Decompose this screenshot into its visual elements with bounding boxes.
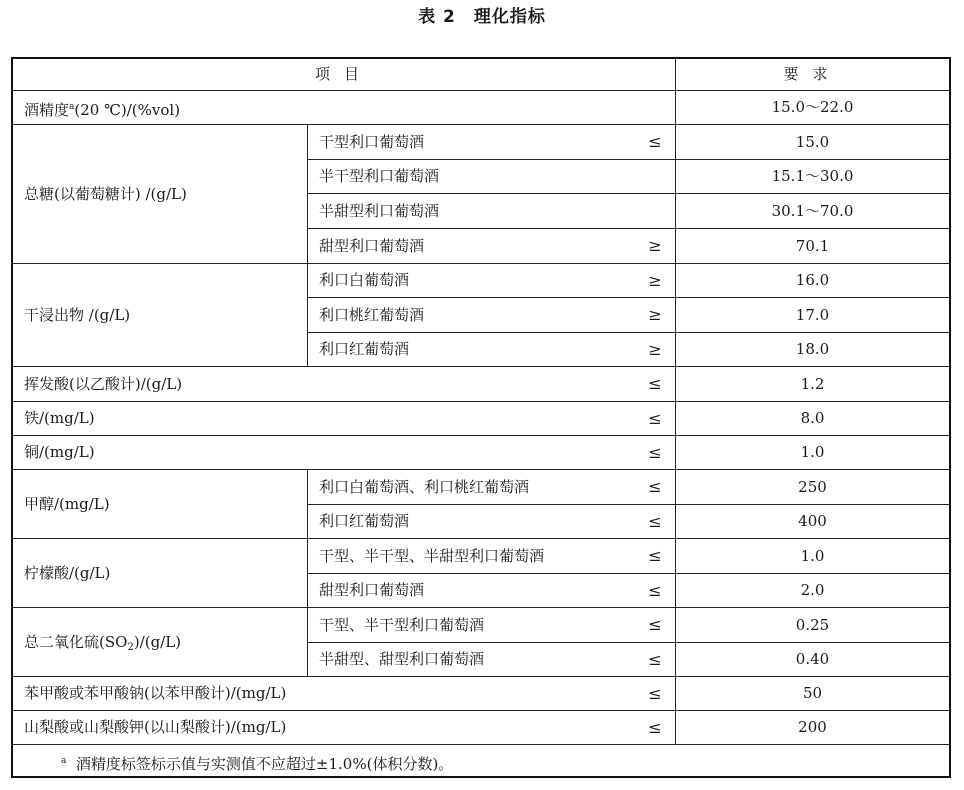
so2-sub-1-cmp: ≤ bbox=[648, 650, 662, 669]
extract-sub-2-value: 18.0 bbox=[795, 340, 830, 358]
row-methanol-label: 甲醇/(mg/L) bbox=[24, 495, 110, 513]
row-volatile-acid-value: 1.2 bbox=[800, 375, 825, 393]
row-iron-value: 8.0 bbox=[800, 409, 825, 427]
row-sorbic-label: 山梨酸或山梨酸钾(以山梨酸计)/(mg/L) bbox=[24, 718, 287, 736]
table-footnote: $^a$ 酒精度标签标示值与实测值不应超过±1.0%(体积分数)。 bbox=[61, 755, 454, 773]
sugar-sub-3-value: 70.1 bbox=[795, 237, 830, 255]
methanol-sub-1-name: 利口红葡萄酒 bbox=[319, 512, 410, 530]
so2-sub-0-value: 0.25 bbox=[795, 616, 830, 634]
header-item: 项目 bbox=[314, 65, 373, 83]
copper-cmp: ≤ bbox=[648, 443, 662, 462]
extract-sub-2-cmp: ≥ bbox=[648, 340, 662, 359]
extract-sub-2-name: 利口红葡萄酒 bbox=[319, 340, 410, 358]
row-alcohol-label: 酒精度$^a$(20 ℃)/(%vol) bbox=[24, 101, 181, 119]
sugar-sub-3-name: 甜型利口葡萄酒 bbox=[319, 237, 425, 255]
citric-sub-0-name: 干型、半干型、半甜型利口葡萄酒 bbox=[319, 547, 545, 565]
so2-sub-1-value: 0.40 bbox=[795, 650, 830, 668]
extract-sub-1-name: 利口桃红葡萄酒 bbox=[319, 306, 425, 324]
so2-sub-0-name: 干型、半干型利口葡萄酒 bbox=[319, 616, 485, 634]
row-extract-label: 干浸出物 /(g/L) bbox=[24, 306, 131, 324]
extract-sub-0-cmp: ≥ bbox=[648, 271, 662, 290]
sugar-sub-0-value: 15.0 bbox=[795, 133, 830, 151]
citric-sub-1-name: 甜型利口葡萄酒 bbox=[319, 581, 425, 599]
footnote-mark: a bbox=[61, 756, 67, 766]
row-volatile-acid-label: 挥发酸(以乙酸计)/(g/L) bbox=[24, 375, 183, 393]
physicochemical-table bbox=[11, 57, 951, 778]
row-sugar-label: 总糖(以葡萄糖计) /(g/L) bbox=[24, 185, 187, 203]
row-sorbic-value: 200 bbox=[798, 718, 827, 736]
header-requirement: 要求 bbox=[783, 65, 842, 83]
row-alcohol-value: 15.0～22.0 bbox=[771, 98, 854, 116]
footnote-mark: a bbox=[69, 102, 75, 112]
methanol-sub-0-value: 250 bbox=[798, 478, 827, 496]
methanol-sub-1-value: 400 bbox=[798, 512, 827, 530]
methanol-sub-0-name: 利口白葡萄酒、利口桃红葡萄酒 bbox=[319, 478, 530, 496]
sugar-sub-0-name: 干型利口葡萄酒 bbox=[319, 133, 425, 151]
sugar-sub-1-value: 15.1～30.0 bbox=[771, 167, 854, 185]
volatile-acid-cmp: ≤ bbox=[648, 374, 662, 393]
sugar-sub-3-cmp: ≥ bbox=[648, 236, 662, 255]
row-benzoic-value: 50 bbox=[802, 684, 823, 702]
sugar-sub-2-value: 30.1～70.0 bbox=[771, 202, 854, 220]
extract-sub-0-name: 利口白葡萄酒 bbox=[319, 271, 410, 289]
row-citric-label: 柠檬酸/(g/L) bbox=[24, 564, 111, 582]
methanol-sub-0-cmp: ≤ bbox=[648, 477, 662, 496]
citric-sub-0-cmp: ≤ bbox=[648, 546, 662, 565]
sugar-sub-1-name: 半干型利口葡萄酒 bbox=[319, 167, 440, 185]
row-copper-label: 铜/(mg/L) bbox=[24, 443, 95, 461]
so2-sub-0-cmp: ≤ bbox=[648, 615, 662, 634]
row-iron-label: 铁/(mg/L) bbox=[24, 409, 95, 427]
sugar-sub-2-name: 半甜型利口葡萄酒 bbox=[319, 202, 440, 220]
extract-sub-1-cmp: ≥ bbox=[648, 305, 662, 324]
extract-sub-1-value: 17.0 bbox=[795, 306, 830, 324]
benzoic-cmp: ≤ bbox=[648, 684, 662, 703]
row-copper-value: 1.0 bbox=[800, 443, 825, 461]
iron-cmp: ≤ bbox=[648, 409, 662, 428]
row-so2-label: 总二氧化硫$(SO_2)/(g/L)$ bbox=[24, 633, 182, 653]
citric-sub-0-value: 1.0 bbox=[800, 547, 825, 565]
extract-sub-0-value: 16.0 bbox=[795, 271, 830, 289]
citric-sub-1-cmp: ≤ bbox=[648, 581, 662, 600]
sorbic-cmp: ≤ bbox=[648, 718, 662, 737]
row-benzoic-label: 苯甲酸或苯甲酸钠(以苯甲酸计)/(mg/L) bbox=[24, 684, 287, 702]
so2-sub-1-name: 半甜型、甜型利口葡萄酒 bbox=[319, 650, 485, 668]
sugar-sub-0-cmp: ≤ bbox=[648, 132, 662, 151]
methanol-sub-1-cmp: ≤ bbox=[648, 512, 662, 531]
table-caption: 表 2 理化指标 bbox=[418, 7, 546, 27]
citric-sub-1-value: 2.0 bbox=[800, 581, 825, 599]
